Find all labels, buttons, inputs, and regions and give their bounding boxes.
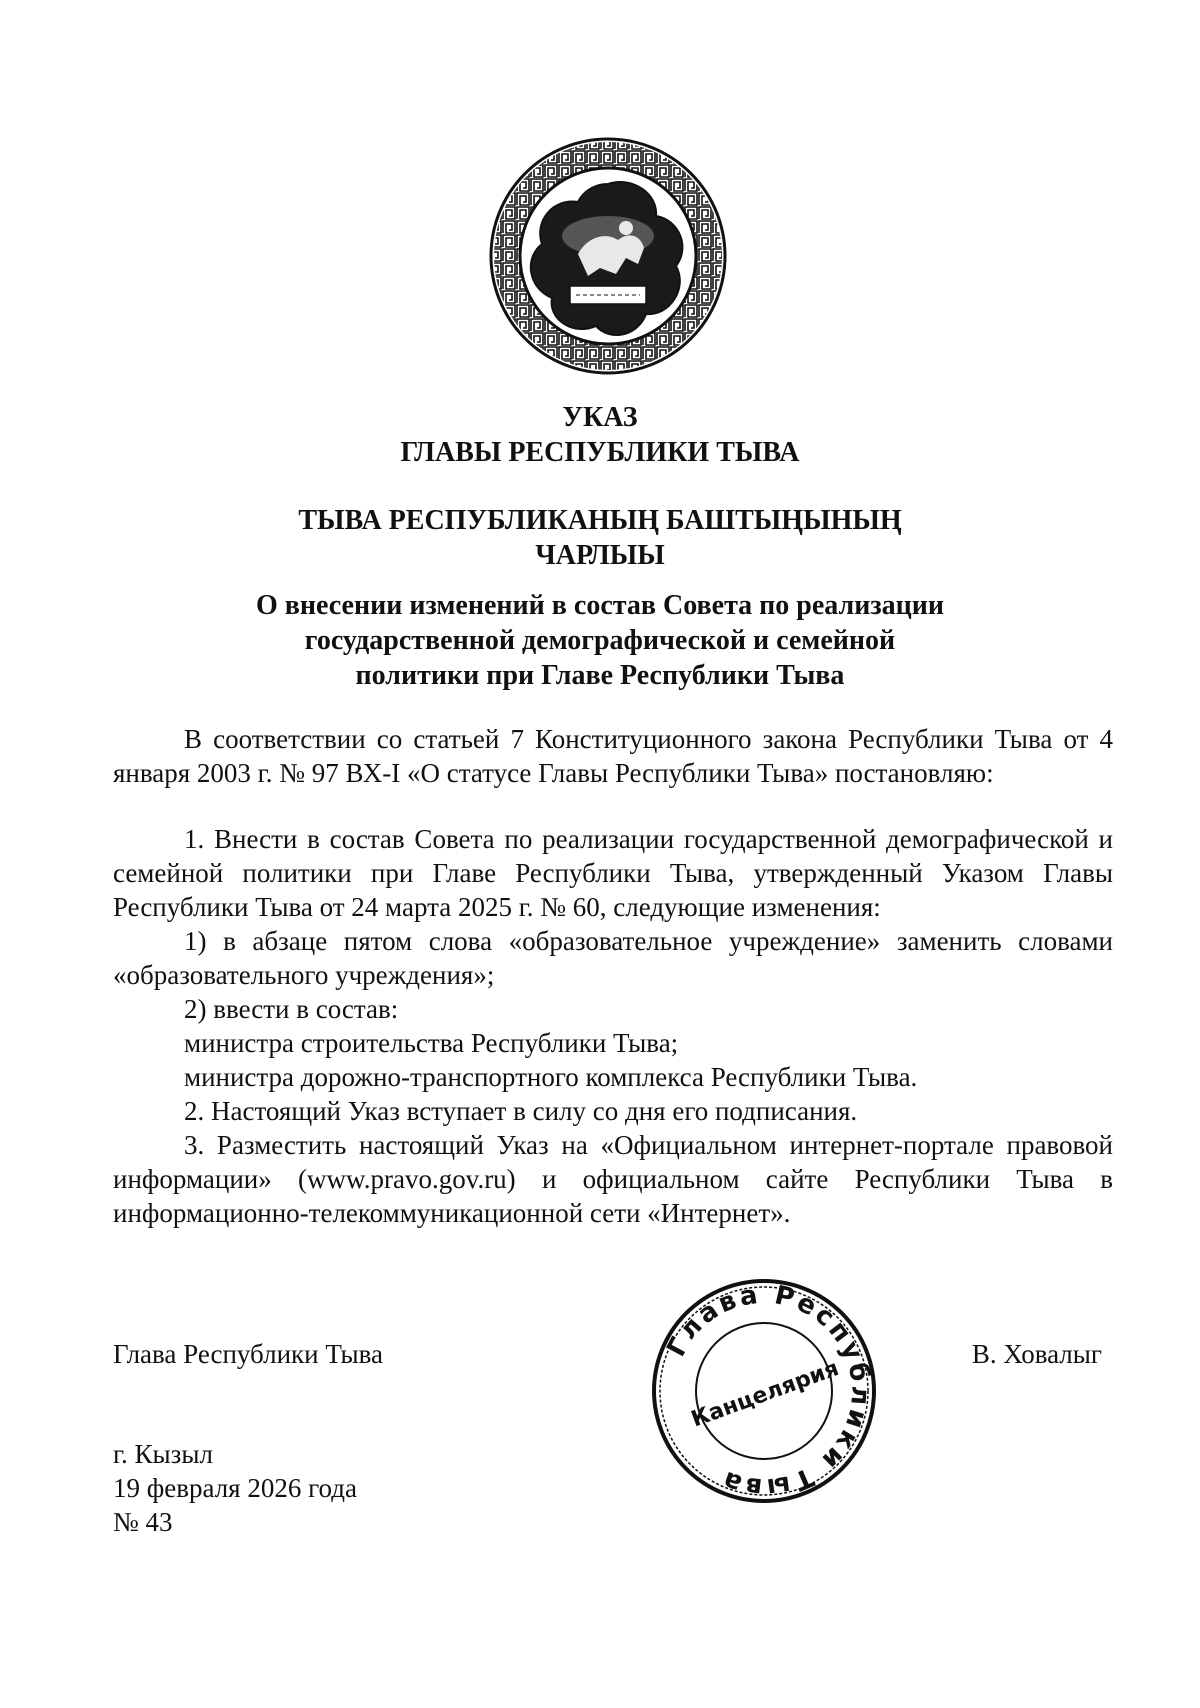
issue-city: г. Кызыл [113, 1439, 213, 1469]
item-1-sub-2: 2) ввести в состав: [184, 994, 399, 1024]
item-1-sub-2-a: министра строительства Республики Тыва; [184, 1028, 679, 1058]
item-1-sub-2-b: министра дорожно-транспортного комплекса Республики Тыва. [184, 1062, 918, 1092]
signatory-name: В. Ховалыг [971, 1339, 1102, 1369]
subject-line1: О внесении изменений в состав Совета по реализации [255, 590, 945, 621]
decree-items [113, 822, 1113, 1230]
tuva-emblem-icon [488, 136, 728, 376]
decree-title-line1: УКАЗ [562, 402, 638, 433]
item-2: 2. Настоящий Указ вступает в силу со дня его подписания. [184, 1096, 858, 1126]
preamble-block [113, 722, 1113, 790]
decree-title-line2: ГЛАВЫ РЕСПУБЛИКИ ТЫВА [400, 437, 800, 468]
decree-subject [0, 588, 1200, 693]
office-stamp-icon [648, 1275, 880, 1507]
tuvan-title [0, 503, 1200, 573]
item-1: 1. Внести в состав Совета по реализации государственной демографической и семейной политики при Главе Республики Тыва, утвержденный Указом Главы Республики Тыва от 24 марта 2025 г. № 60, следующие изменения: [113, 824, 1113, 922]
preamble: В соответствии со статьей 7 Конституционного закона Республики Тыва от 4 января 2003 г. № 97 ВХ-I «О статусе Главы Республики Тыва» постановляю: [113, 724, 1113, 788]
svg-text:Глава Республики Тыва: Глава Республики Тыва [661, 1279, 876, 1503]
item-1-sub-1: 1) в абзаце пятом слова «образовательное учреждение» заменить словами «образовательного учреждения»; [113, 926, 1113, 990]
tuvan-title-line2: ЧАРЛЫЫ [535, 540, 665, 571]
svg-text:Канцелярия: Канцелярия [688, 1356, 843, 1433]
decree-title [0, 400, 1200, 470]
signatory-position: Глава Республики Тыва [113, 1339, 384, 1369]
issue-details [113, 1437, 357, 1539]
tuvan-title-line1: ТЫВА РЕСПУБЛИКАНЫҢ БАШТЫҢЫНЫҢ [298, 505, 902, 536]
item-3: 3. Разместить настоящий Указ на «Официальном интернет-портале правовой информации» (www.pravo.gov.ru) и официальном сайте Республики Тыва в информационно-телекоммуникационной сети «Интернет». [113, 1130, 1113, 1228]
subject-line2: государственной демографической и семейной [304, 625, 896, 656]
decree-number: № 43 [113, 1507, 173, 1537]
issue-date: 19 февраля 2026 года [113, 1473, 357, 1503]
subject-line3: политики при Главе Республики Тыва [355, 660, 845, 691]
